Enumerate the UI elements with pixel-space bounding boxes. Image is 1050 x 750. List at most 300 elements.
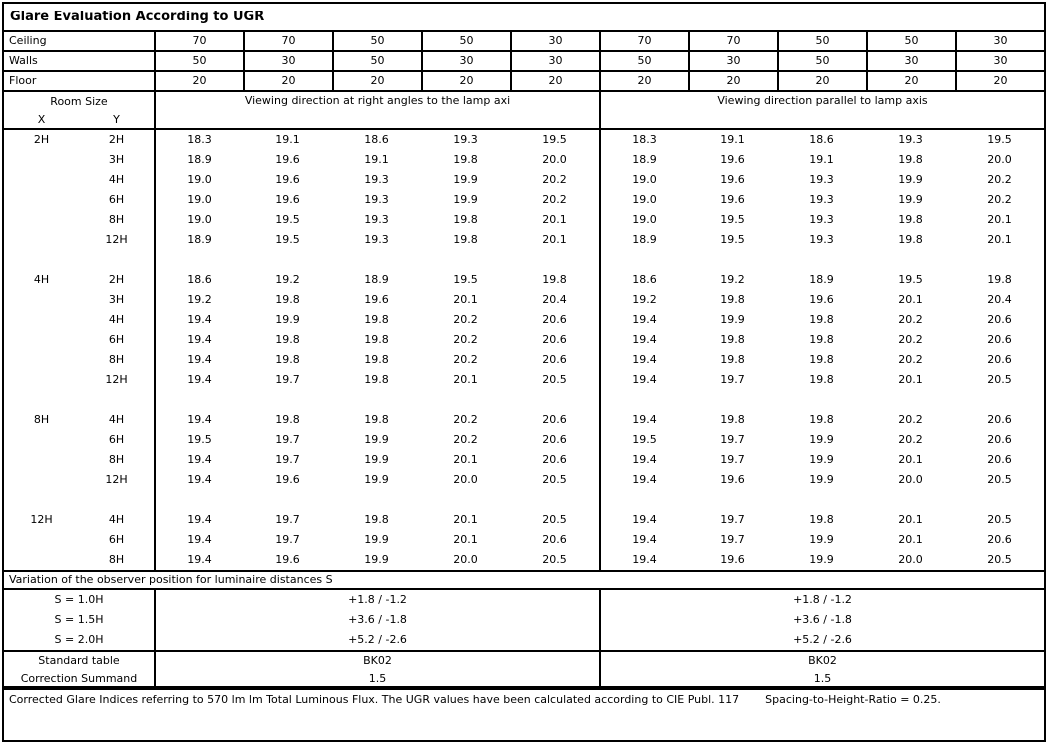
ugr-value: 19.3	[898, 133, 923, 146]
ugr-value: 19.4	[154, 310, 243, 330]
surface-value: 50	[777, 52, 866, 70]
observer-distance-block	[4, 590, 1044, 652]
room-x: 12H	[30, 513, 53, 526]
room-y: 6H	[108, 193, 125, 206]
ugr-value: 19.8	[720, 413, 745, 426]
ugr-value: 18.6	[364, 133, 389, 146]
ugr-row	[4, 270, 1044, 290]
ugr-value: 18.9	[599, 150, 688, 170]
room-x	[4, 530, 79, 550]
ugr-value: 19.4	[599, 330, 688, 350]
ugr-value: 19.5	[275, 213, 300, 226]
variation-row	[4, 570, 1044, 590]
ugr-value: 18.9	[364, 273, 389, 286]
room-x	[4, 310, 79, 330]
ugr-value: 19.9	[809, 433, 834, 446]
footer-note-text: Corrected Glare Indices referring to 570 lm lm Total Luminous Flux. The UGR values have been calculated according to CIE Publ. 117	[9, 693, 740, 706]
ugr-value: 20.1	[898, 533, 923, 546]
ugr-value: 20.6	[987, 413, 1012, 426]
ugr-value: 20.6	[542, 533, 567, 546]
ugr-value: 19.7	[720, 433, 745, 446]
ugr-value: 19.1	[275, 133, 300, 146]
room-x	[4, 430, 79, 450]
ugr-value: 19.3	[809, 173, 834, 186]
spacer	[154, 490, 243, 510]
s-value-right: +5.2 / -2.6	[599, 630, 1044, 650]
ugr-row	[4, 310, 1044, 330]
ugr-value: 20.1	[898, 513, 923, 526]
surface-value: 30	[866, 52, 955, 70]
ugr-value: 19.6	[720, 553, 745, 566]
ugr-value: 20.5	[542, 373, 567, 386]
ugr-row	[4, 330, 1044, 350]
spacer	[866, 390, 955, 410]
ugr-value: 20.2	[453, 353, 478, 366]
ugr-value: 20.0	[898, 473, 923, 486]
ugr-row	[4, 170, 1044, 190]
room-y: 8H	[108, 453, 125, 466]
ugr-value: 19.9	[720, 313, 745, 326]
ugr-row	[4, 530, 1044, 550]
surface-value: 20	[866, 72, 955, 90]
ugr-value: 19.8	[809, 353, 834, 366]
ugr-value: 20.6	[987, 533, 1012, 546]
ugr-value: 19.6	[275, 193, 300, 206]
ugr-value: 19.8	[364, 353, 389, 366]
ugr-value: 19.6	[275, 173, 300, 186]
ugr-value: 20.1	[898, 453, 923, 466]
ugr-value: 20.2	[542, 173, 567, 186]
room-x: 8H	[33, 413, 50, 426]
ugr-value: 19.6	[720, 193, 745, 206]
spacer	[154, 390, 243, 410]
ugr-row	[4, 370, 1044, 390]
ugr-value: 18.3	[599, 130, 688, 150]
room-y: 8H	[108, 213, 125, 226]
spacer	[688, 390, 777, 410]
ugr-row	[4, 190, 1044, 210]
ugr-value: 19.7	[720, 533, 745, 546]
ugr-value: 19.4	[154, 470, 243, 490]
room-size-xy	[4, 111, 154, 128]
ugr-value: 18.6	[809, 133, 834, 146]
s-row	[4, 590, 1044, 610]
variation-label: Variation of the observer position for luminaire distances S	[9, 573, 333, 586]
spacer	[866, 490, 955, 510]
ugr-value: 19.8	[275, 333, 300, 346]
s-value-right: +3.6 / -1.8	[599, 610, 1044, 630]
ugr-value: 19.7	[275, 533, 300, 546]
ugr-value: 18.9	[154, 150, 243, 170]
ugr-value: 19.4	[599, 470, 688, 490]
spacer	[4, 490, 79, 510]
ugr-value: 20.2	[898, 313, 923, 326]
s-row	[4, 630, 1044, 650]
surface-value: 50	[332, 32, 421, 50]
surface-value: 30	[510, 52, 599, 70]
spacer	[154, 250, 243, 270]
spacer	[79, 390, 154, 410]
ugr-value: 20.5	[542, 513, 567, 526]
room-x	[4, 210, 79, 230]
surface-value: 30	[955, 32, 1044, 50]
surface-label: Floor	[9, 74, 37, 87]
surface-value: 70	[243, 32, 332, 50]
ugr-value: 19.9	[809, 453, 834, 466]
ugr-value: 20.1	[987, 233, 1012, 246]
spacer	[421, 390, 510, 410]
ugr-value: 20.2	[987, 173, 1012, 186]
column-header-row	[4, 92, 1044, 130]
spacer	[332, 490, 421, 510]
ugr-value: 19.9	[809, 473, 834, 486]
surface-value: 30	[243, 52, 332, 70]
spacer	[777, 250, 866, 270]
ugr-value: 19.9	[275, 313, 300, 326]
ugr-value: 19.5	[987, 133, 1012, 146]
surface-value: 20	[777, 72, 866, 90]
spacer	[510, 390, 599, 410]
ugr-value: 20.5	[987, 373, 1012, 386]
surface-value: 30	[421, 52, 510, 70]
ugr-value: 19.3	[809, 213, 834, 226]
room-y: 3H	[108, 293, 125, 306]
ugr-value: 19.8	[364, 413, 389, 426]
ugr-value: 19.8	[453, 153, 478, 166]
ugr-value: 19.4	[599, 450, 688, 470]
room-y: 4H	[108, 313, 125, 326]
ugr-value: 20.6	[987, 333, 1012, 346]
room-y: 3H	[108, 153, 125, 166]
room-y: 12H	[105, 473, 128, 486]
ugr-value: 18.3	[154, 130, 243, 150]
ugr-row	[4, 210, 1044, 230]
surface-value: 50	[332, 52, 421, 70]
surface-value: 20	[688, 72, 777, 90]
room-y: 6H	[108, 533, 125, 546]
standard-table-label: Standard table	[38, 654, 120, 667]
ugr-value: 20.1	[898, 373, 923, 386]
ugr-value: 19.9	[364, 453, 389, 466]
ugr-value: 19.9	[898, 173, 923, 186]
surface-row-floor	[4, 72, 1044, 92]
ugr-value: 19.0	[599, 190, 688, 210]
surface-value: 50	[599, 52, 688, 70]
ugr-value: 19.8	[275, 353, 300, 366]
ugr-value: 19.9	[364, 533, 389, 546]
surface-value: 50	[777, 32, 866, 50]
ugr-value: 19.8	[275, 413, 300, 426]
ugr-value: 20.1	[453, 373, 478, 386]
ugr-value: 20.5	[542, 553, 567, 566]
footer-note-box	[2, 688, 1046, 742]
ugr-value: 19.2	[720, 273, 745, 286]
ugr-value: 20.6	[542, 313, 567, 326]
ugr-row	[4, 290, 1044, 310]
y-column-label: Y	[113, 112, 120, 126]
room-x	[4, 370, 79, 390]
surface-value: 50	[154, 52, 243, 70]
ugr-value: 20.5	[987, 553, 1012, 566]
ugr-value: 19.5	[898, 273, 923, 286]
surface-row-ceiling	[4, 32, 1044, 52]
viewing-direction-right-angles-heading: Viewing direction at right angles to the lamp axi	[154, 92, 599, 128]
ugr-value: 20.5	[542, 473, 567, 486]
ugr-value: 19.8	[542, 273, 567, 286]
ugr-value: 19.3	[364, 213, 389, 226]
ugr-value: 20.6	[987, 353, 1012, 366]
ugr-value: 19.7	[275, 513, 300, 526]
surface-value: 20	[421, 72, 510, 90]
ugr-value: 19.5	[542, 133, 567, 146]
s-value-left: +1.8 / -1.2	[154, 590, 599, 610]
ugr-value: 20.2	[542, 193, 567, 206]
ugr-row	[4, 550, 1044, 570]
surface-value: 30	[955, 52, 1044, 70]
ugr-value: 19.8	[364, 333, 389, 346]
ugr-value: 20.2	[453, 433, 478, 446]
spacer	[4, 390, 79, 410]
ugr-row	[4, 150, 1044, 170]
ugr-value: 19.6	[364, 293, 389, 306]
room-y: 8H	[108, 353, 125, 366]
spacer	[243, 250, 332, 270]
surface-value: 20	[510, 72, 599, 90]
spacer	[599, 390, 688, 410]
surface-value: 20	[955, 72, 1044, 90]
surface-reflectance-rows	[4, 32, 1044, 92]
ugr-value: 19.2	[275, 273, 300, 286]
title-row	[4, 4, 1044, 32]
spacer	[599, 250, 688, 270]
ugr-value: 19.6	[720, 173, 745, 186]
ugr-value: 19.7	[720, 513, 745, 526]
ugr-value: 20.2	[898, 333, 923, 346]
standard-table-value-left: BK02	[154, 652, 599, 670]
ugr-value: 19.4	[599, 410, 688, 430]
surface-value: 20	[599, 72, 688, 90]
ugr-value: 19.5	[275, 233, 300, 246]
surface-label: Ceiling	[9, 34, 47, 47]
ugr-value: 20.0	[453, 473, 478, 486]
room-x	[4, 350, 79, 370]
standard-table-value-right: BK02	[599, 652, 1044, 670]
spacer	[510, 490, 599, 510]
ugr-value: 20.1	[898, 293, 923, 306]
ugr-value: 19.1	[720, 133, 745, 146]
ugr-value: 19.5	[453, 273, 478, 286]
ugr-value: 20.6	[987, 313, 1012, 326]
ugr-value: 19.6	[275, 473, 300, 486]
room-x	[4, 550, 79, 570]
room-x	[4, 450, 79, 470]
x-column-label: X	[37, 112, 46, 126]
room-x	[4, 150, 79, 170]
room-x: 4H	[33, 273, 50, 286]
correction-summand-value-left: 1.5	[154, 670, 599, 688]
ugr-value: 19.8	[987, 273, 1012, 286]
table-title: Glare Evaluation According to UGR	[10, 11, 265, 23]
ugr-value: 19.0	[599, 210, 688, 230]
spacer-row	[4, 490, 1044, 510]
ugr-value: 20.2	[898, 413, 923, 426]
room-x	[4, 470, 79, 490]
spacer	[955, 250, 1044, 270]
spacer	[777, 390, 866, 410]
ugr-value: 19.4	[599, 510, 688, 530]
ugr-value: 19.8	[809, 373, 834, 386]
ugr-value: 19.8	[809, 313, 834, 326]
room-y: 12H	[105, 233, 128, 246]
spacer	[421, 490, 510, 510]
ugr-value: 19.6	[275, 153, 300, 166]
ugr-value: 19.6	[809, 293, 834, 306]
spacer	[510, 250, 599, 270]
ugr-value: 20.1	[453, 453, 478, 466]
surface-value: 50	[421, 32, 510, 50]
room-y: 6H	[108, 433, 125, 446]
standard-table-row	[4, 652, 1044, 670]
ugr-value: 20.5	[987, 513, 1012, 526]
ugr-value: 19.8	[898, 233, 923, 246]
ugr-value: 20.1	[453, 533, 478, 546]
ugr-value: 19.0	[154, 210, 243, 230]
ugr-value: 20.2	[987, 193, 1012, 206]
room-y: 4H	[108, 173, 125, 186]
ugr-data-rows	[4, 130, 1044, 570]
ugr-row	[4, 470, 1044, 490]
ugr-row	[4, 430, 1044, 450]
ugr-value: 19.4	[599, 530, 688, 550]
ugr-value: 19.8	[720, 353, 745, 366]
ugr-table	[2, 2, 1046, 688]
spacing-height-ratio: Spacing-to-Height-Ratio = 0.25.	[765, 693, 941, 706]
ugr-value: 19.5	[720, 233, 745, 246]
ugr-value: 19.4	[154, 530, 243, 550]
ugr-value: 19.8	[275, 293, 300, 306]
ugr-row	[4, 130, 1044, 150]
ugr-value: 18.6	[154, 270, 243, 290]
ugr-value: 20.1	[453, 293, 478, 306]
s-value-right: +1.8 / -1.2	[599, 590, 1044, 610]
ugr-value: 19.7	[275, 433, 300, 446]
ugr-value: 19.6	[720, 473, 745, 486]
spacer	[688, 250, 777, 270]
ugr-value: 19.9	[453, 173, 478, 186]
spacer	[4, 250, 79, 270]
ugr-value: 20.0	[987, 153, 1012, 166]
ugr-value: 19.4	[154, 350, 243, 370]
s-label: S = 1.5H	[54, 613, 104, 626]
ugr-value: 19.3	[364, 193, 389, 206]
spacer	[599, 490, 688, 510]
ugr-value: 18.9	[599, 230, 688, 250]
room-y: 4H	[108, 513, 125, 526]
ugr-value: 19.1	[809, 153, 834, 166]
spacer	[243, 390, 332, 410]
ugr-value: 19.4	[154, 330, 243, 350]
ugr-value: 19.8	[720, 333, 745, 346]
s-value-left: +3.6 / -1.8	[154, 610, 599, 630]
ugr-value: 19.0	[154, 190, 243, 210]
spacer	[332, 250, 421, 270]
ugr-value: 19.4	[599, 350, 688, 370]
ugr-value: 19.8	[364, 373, 389, 386]
ugr-value: 20.6	[542, 333, 567, 346]
viewing-direction-parallel-heading: Viewing direction parallel to lamp axis	[599, 92, 1044, 128]
ugr-value: 19.8	[809, 413, 834, 426]
room-x	[4, 170, 79, 190]
ugr-value: 19.8	[720, 293, 745, 306]
s-label: S = 2.0H	[54, 633, 104, 646]
ugr-row	[4, 410, 1044, 430]
room-x: 2H	[33, 133, 50, 146]
spacer	[332, 390, 421, 410]
ugr-value: 19.6	[720, 153, 745, 166]
ugr-value: 19.9	[453, 193, 478, 206]
ugr-value: 19.8	[898, 153, 923, 166]
ugr-value: 19.8	[453, 213, 478, 226]
ugr-value: 18.9	[154, 230, 243, 250]
spacer	[955, 390, 1044, 410]
ugr-value: 19.9	[898, 193, 923, 206]
ugr-value: 18.6	[599, 270, 688, 290]
ugr-value: 19.9	[364, 553, 389, 566]
ugr-value: 19.3	[453, 133, 478, 146]
room-y: 2H	[108, 133, 125, 146]
ugr-value: 19.2	[599, 290, 688, 310]
ugr-value: 19.3	[809, 233, 834, 246]
ugr-value: 20.0	[542, 153, 567, 166]
s-label: S = 1.0H	[54, 593, 104, 606]
ugr-value: 20.0	[898, 553, 923, 566]
ugr-value: 19.4	[154, 550, 243, 570]
ugr-value: 20.6	[987, 433, 1012, 446]
ugr-value: 19.9	[809, 553, 834, 566]
room-y: 2H	[108, 273, 125, 286]
ugr-value: 19.8	[453, 233, 478, 246]
ugr-value: 19.7	[720, 373, 745, 386]
surface-value: 20	[243, 72, 332, 90]
ugr-value: 19.9	[809, 533, 834, 546]
surface-value: 70	[688, 32, 777, 50]
surface-value: 20	[154, 72, 243, 90]
room-x	[4, 230, 79, 250]
ugr-value: 20.1	[987, 213, 1012, 226]
surface-value: 70	[154, 32, 243, 50]
s-value-left: +5.2 / -2.6	[154, 630, 599, 650]
ugr-value: 20.2	[898, 433, 923, 446]
ugr-value: 20.4	[542, 293, 567, 306]
ugr-value: 19.7	[275, 373, 300, 386]
ugr-value: 20.1	[542, 233, 567, 246]
ugr-value: 19.4	[599, 550, 688, 570]
surface-value: 20	[332, 72, 421, 90]
footer-note	[4, 690, 1044, 706]
ugr-value: 19.9	[364, 473, 389, 486]
correction-summand-label: Correction Summand	[20, 672, 138, 685]
surface-value: 30	[688, 52, 777, 70]
room-y: 12H	[105, 373, 128, 386]
room-size-label: Room Size	[50, 94, 108, 108]
room-x	[4, 190, 79, 210]
ugr-value: 19.6	[275, 553, 300, 566]
ugr-value: 19.2	[154, 290, 243, 310]
ugr-value: 20.0	[453, 553, 478, 566]
ugr-value: 19.4	[154, 410, 243, 430]
ugr-row	[4, 230, 1044, 250]
ugr-row	[4, 450, 1044, 470]
